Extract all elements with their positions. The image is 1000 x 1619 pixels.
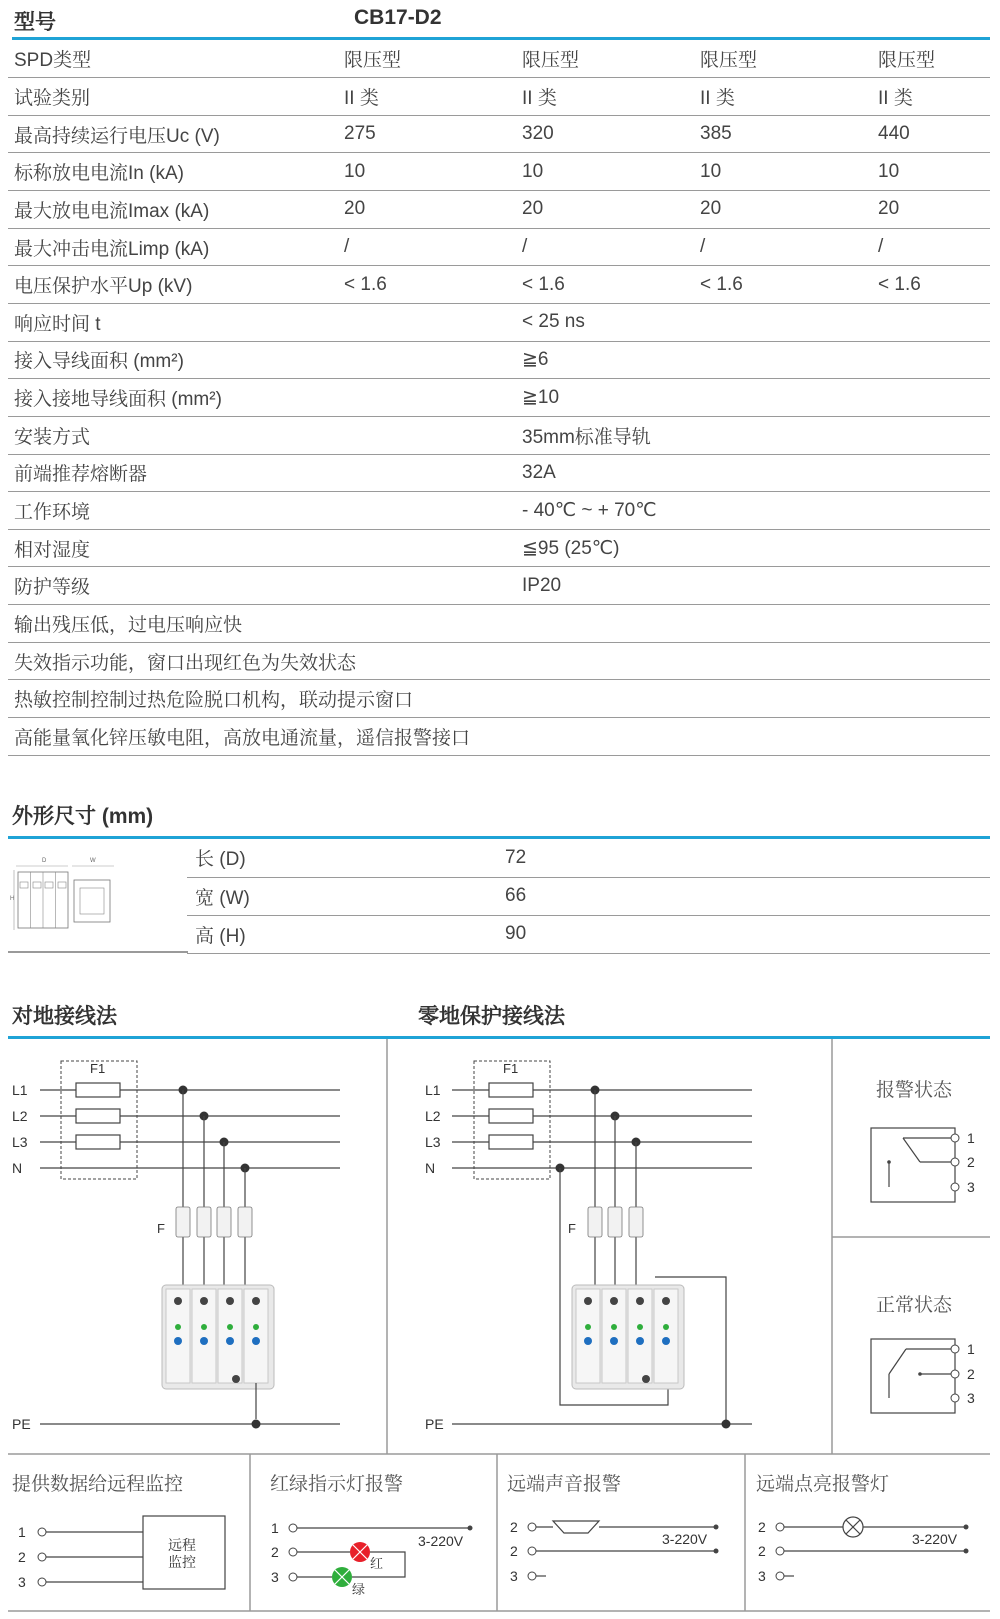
spec-value: / (872, 228, 990, 266)
dim-label-w: W (90, 858, 96, 864)
table-row (8, 303, 990, 341)
spec-value: 275 (338, 115, 516, 153)
fuse-label: F1 (503, 1061, 519, 1076)
spec-label: 接入导线面积 (mm²) (8, 341, 338, 379)
table-row (8, 341, 990, 379)
dim-label-h: H (10, 896, 15, 902)
wiring-diagrams (0, 1039, 1000, 1619)
spec-value: 10 (338, 153, 516, 191)
spd-label: F (157, 1221, 165, 1236)
spec-value: 限压型 (694, 40, 872, 78)
spec-value: 385 (694, 115, 872, 153)
spec-value: ≧6 (516, 341, 990, 379)
table-row (8, 605, 990, 643)
spec-label: 前端推荐熔断器 (8, 454, 338, 492)
spec-value: 320 (516, 115, 694, 153)
remote-monitor-panel (12, 1473, 225, 1590)
red-lamp-label: 红 (370, 1556, 384, 1571)
dim-value: 66 (497, 877, 990, 915)
table-row (8, 492, 990, 530)
spd-module-left (162, 1285, 274, 1389)
pin-label: 2 (510, 1543, 518, 1559)
spec-label: 接入接地导线面积 (mm²) (8, 379, 338, 417)
dimensions-table (187, 839, 990, 954)
spec-value: 20 (694, 191, 872, 229)
indicator-panel (270, 1473, 473, 1597)
model-header (12, 0, 990, 40)
spec-label: 试验类别 (8, 78, 338, 116)
spec-value: 440 (872, 115, 990, 153)
dim-value: 90 (497, 915, 990, 953)
section-divider (8, 951, 188, 953)
spec-label: 最大冲击电流Limp (kA) (8, 228, 338, 266)
pin-label: 3 (18, 1574, 26, 1590)
spec-label: 安装方式 (8, 416, 338, 454)
feature-text: 高能量氧化锌压敏电阻，高放电通流量，遥信报警接口 (8, 718, 990, 756)
spec-value: 20 (338, 191, 516, 229)
table-row (8, 228, 990, 266)
pin-label: 3 (967, 1179, 975, 1195)
spd-module-right (572, 1285, 684, 1389)
spec-value: 20 (872, 191, 990, 229)
spec-value: < 25 ns (516, 303, 990, 341)
spec-label: 电压保护水平Up (kV) (8, 266, 338, 304)
line-label: L3 (12, 1134, 28, 1150)
table-row (8, 454, 990, 492)
line-label: N (425, 1160, 436, 1176)
table-row (8, 680, 990, 718)
pin-label: 3 (758, 1568, 766, 1584)
spec-value: 限压型 (338, 40, 516, 78)
table-row (8, 266, 990, 304)
normal-state-diagram (871, 1294, 975, 1413)
pin-label: 3 (967, 1390, 975, 1406)
spec-value: ≧10 (516, 379, 990, 417)
line-label: L2 (425, 1108, 441, 1124)
table-row (8, 40, 990, 78)
box-text: 远程 (168, 1537, 196, 1553)
pin-label: 1 (967, 1130, 975, 1146)
fuse-label: F1 (90, 1061, 106, 1076)
table-row (187, 877, 990, 915)
pin-label: 2 (967, 1154, 975, 1170)
spec-value: IP20 (516, 567, 990, 605)
pin-label: 2 (758, 1543, 766, 1559)
green-lamp-label: 绿 (352, 1582, 366, 1597)
spec-label: 响应时间 t (8, 303, 338, 341)
spec-value: < 1.6 (872, 266, 990, 304)
spec-value: / (516, 228, 694, 266)
right-wiring-title: 零地保护接线法 (418, 1005, 565, 1028)
spec-label: 工作环境 (8, 492, 338, 530)
spec-value: 限压型 (516, 40, 694, 78)
spec-label: SPD类型 (8, 40, 338, 78)
spec-value: < 1.6 (338, 266, 516, 304)
dim-label: 宽 (W) (187, 877, 497, 915)
voltage-label: 3-220V (418, 1533, 464, 1549)
dim-label: 长 (D) (187, 839, 497, 877)
pin-label: 1 (18, 1524, 26, 1540)
table-row (8, 191, 990, 229)
pe-label: PE (12, 1416, 31, 1432)
line-label: L3 (425, 1134, 441, 1150)
alarm-light-panel (756, 1473, 969, 1584)
pin-label: 2 (758, 1519, 766, 1535)
panel-title: 提供数据给远程监控 (12, 1474, 184, 1495)
panel-title: 远端声音报警 (507, 1474, 622, 1495)
right-wiring-diagram (425, 1061, 752, 1432)
spec-label: 相对湿度 (8, 529, 338, 567)
dim-label: 高 (H) (187, 915, 497, 953)
spec-value: / (694, 228, 872, 266)
model-value: CB17-D2 (354, 6, 442, 29)
table-row (8, 529, 990, 567)
line-label: L2 (12, 1108, 28, 1124)
spec-value: 10 (694, 153, 872, 191)
dim-label-d: D (42, 858, 47, 864)
spd-label: F (568, 1221, 576, 1236)
spec-value: < 1.6 (516, 266, 694, 304)
pin-label: 2 (18, 1549, 26, 1565)
spec-value: 限压型 (872, 40, 990, 78)
dimension-drawing (10, 852, 120, 934)
spec-value: < 1.6 (694, 266, 872, 304)
pin-label: 3 (510, 1568, 518, 1584)
buzzer-icon (553, 1521, 599, 1533)
spec-value: 10 (872, 153, 990, 191)
spec-value: / (338, 228, 516, 266)
normal-state-label: 正常状态 (876, 1295, 953, 1316)
spec-value: - 40℃ ~ + 70℃ (516, 492, 990, 530)
feature-text: 输出残压低，过电压响应快 (8, 605, 990, 643)
pe-label: PE (425, 1416, 444, 1432)
spec-value: 10 (516, 153, 694, 191)
panel-title: 远端点亮报警灯 (756, 1474, 890, 1495)
box-text: 监控 (168, 1554, 196, 1570)
spec-value: II 类 (516, 78, 694, 116)
pin-label: 1 (967, 1341, 975, 1357)
sound-alarm-panel (507, 1473, 719, 1584)
spec-value: 32A (516, 454, 990, 492)
table-row (187, 915, 990, 953)
table-row (8, 567, 990, 605)
table-row (8, 416, 990, 454)
spec-value: II 类 (338, 78, 516, 116)
left-wiring-title: 对地接线法 (12, 1005, 117, 1028)
line-label: L1 (12, 1082, 28, 1098)
feature-text: 热敏控制控制过热危险脱口机构，联动提示窗口 (8, 680, 990, 718)
table-row (8, 379, 990, 417)
pin-label: 3 (271, 1569, 279, 1585)
table-row (8, 78, 990, 116)
table-row (8, 718, 990, 756)
model-label: 型号 (14, 11, 56, 34)
table-row (8, 153, 990, 191)
spec-value: 20 (516, 191, 694, 229)
line-label: L1 (425, 1082, 441, 1098)
spec-label: 最高持续运行电压Uc (V) (8, 115, 338, 153)
feature-text: 失效指示功能，窗口出现红色为失效状态 (8, 642, 990, 680)
spec-value: II 类 (694, 78, 872, 116)
spec-label: 标称放电电流In (kA) (8, 153, 338, 191)
table-row (8, 642, 990, 680)
spec-table (8, 40, 990, 756)
spec-value: ≦95 (25℃) (516, 529, 990, 567)
table-row (8, 115, 990, 153)
pin-label: 2 (510, 1519, 518, 1535)
spec-value: 35mm标准导轨 (516, 416, 990, 454)
pin-label: 2 (967, 1366, 975, 1382)
line-label: N (12, 1160, 23, 1176)
alarm-state-diagram (871, 1079, 975, 1202)
dim-value: 72 (497, 839, 990, 877)
left-wiring-diagram (12, 1061, 340, 1432)
table-row (187, 839, 990, 877)
voltage-label: 3-220V (662, 1531, 708, 1547)
spec-label: 最大放电电流Imax (kA) (8, 191, 338, 229)
dimensions-title: 外形尺寸 (mm) (12, 805, 154, 828)
spec-value: II 类 (872, 78, 990, 116)
panel-title: 红绿指示灯报警 (270, 1474, 404, 1495)
voltage-label: 3-220V (912, 1531, 958, 1547)
spec-label: 防护等级 (8, 567, 338, 605)
pin-label: 2 (271, 1544, 279, 1560)
pin-label: 1 (271, 1520, 279, 1536)
alarm-state-label: 报警状态 (876, 1080, 953, 1101)
